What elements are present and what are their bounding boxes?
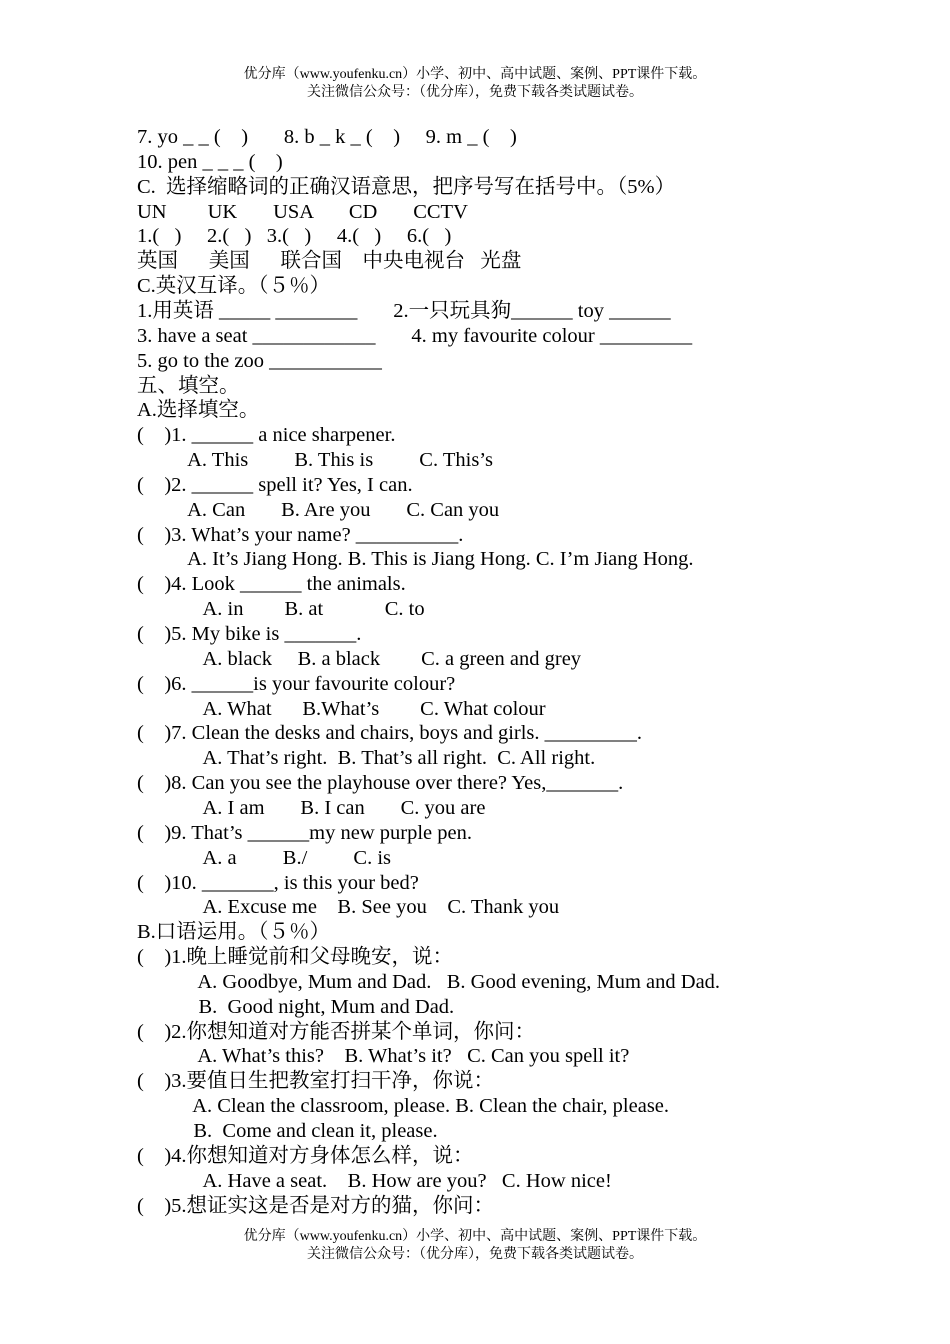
worksheet-line: A. What B.What’s C. What colour	[137, 697, 546, 720]
header-line-2: 关注微信公众号：（优分库），免费下载各类试题试卷。	[307, 85, 643, 100]
footer-line-2: 关注微信公众号：（优分库），免费下载各类试题试卷。	[307, 1247, 643, 1262]
worksheet-line: A.选择填空。	[137, 399, 260, 422]
worksheet-line: 五、填空。	[137, 374, 240, 397]
worksheet-line: B. Come and clean it, please.	[137, 1120, 438, 1142]
worksheet-line: C.英汉互译。（５％）	[137, 275, 331, 298]
worksheet-line: A. Have a seat. B. How are you? C. How nice!	[137, 1169, 612, 1192]
page-header	[0, 66, 950, 102]
worksheet-line: ( )6. ______is your favourite colour?	[137, 672, 456, 695]
worksheet-line: ( )5. My bike is _______.	[137, 623, 362, 645]
worksheet-line: ( )8. Can you see the playhouse over there? Yes,_______.	[137, 772, 624, 795]
worksheet-line: A. It’s Jiang Hong. B. This is Jiang Hong. C. I’m Jiang Hong.	[137, 548, 694, 571]
worksheet-line: 英国 美国 联合国 中央电视台 光盘	[137, 250, 522, 273]
worksheet-line: ( )10. _______, is this your bed?	[137, 871, 419, 894]
worksheet-line: ( )1.晚上睡觉前和父母晚安，说：	[137, 946, 454, 969]
worksheet-line: ( )2.你想知道对方能否拼某个单词，你问：	[137, 1020, 536, 1043]
worksheet-line: ( )3.要值日生把教室打扫干净，你说：	[137, 1070, 495, 1093]
worksheet-line: ( )3. What’s your name? __________.	[137, 523, 464, 546]
worksheet-line: ( )2. ______ spell it? Yes, I can.	[137, 473, 413, 496]
worksheet-line: A. a B./ C. is	[137, 846, 391, 869]
worksheet-line: A. What’s this? B. What’s it? C. Can you spell it?	[137, 1045, 630, 1068]
header-line-1: 优分库（www.youfenku.cn）小学、初中、高中试题、案例、PPT课件下载。	[243, 67, 707, 82]
worksheet-line: ( )1. ______ a nice sharpener.	[137, 424, 396, 447]
worksheet-line: B. Good night, Mum and Dad.	[137, 995, 455, 1018]
worksheet-line: 5. go to the zoo ___________	[137, 349, 382, 372]
worksheet-line: 10. pen _ _ _ ( )	[137, 150, 283, 173]
worksheet-line: 7. yo _ _ ( ) 8. b _ k _ ( ) 9. m _ ( )	[137, 126, 517, 148]
worksheet-line: A. This B. This is C. This’s	[137, 449, 493, 472]
worksheet-line: C. 选择缩略词的正确汉语意思，把序号写在括号中。（5%）	[137, 175, 676, 198]
worksheet-line: UN UK USA CD CCTV	[137, 200, 468, 223]
worksheet-line: ( )4.你想知道对方身体怎么样，说：	[137, 1144, 474, 1167]
worksheet-line: A. Clean the classroom, please. B. Clean the chair, please.	[137, 1095, 670, 1118]
worksheet-line: 1.( ) 2.( ) 3.( ) 4.( ) 6.( )	[137, 225, 452, 248]
footer-line-1: 优分库（www.youfenku.cn）小学、初中、高中试题、案例、PPT课件下载。	[243, 1229, 707, 1244]
worksheet-line: ( )7. Clean the desks and chairs, boys and girls. _________.	[137, 722, 643, 745]
worksheet-line: 3. have a seat ____________ 4. my favourite colour _________	[137, 324, 693, 347]
worksheet-line: 1.用英语 _____ ________ 2.一只玩具狗______ toy ______	[137, 299, 671, 322]
worksheet-line: A. Excuse me B. See you C. Thank you	[137, 896, 560, 919]
worksheet-line: A. I am B. I can C. you are	[137, 796, 486, 819]
worksheet-line: A. That’s right. B. That’s all right. C. All right.	[137, 747, 596, 770]
worksheet-line: ( )4. Look ______ the animals.	[137, 573, 406, 596]
worksheet-line: ( )5.想证实这是否是对方的猫，你问：	[137, 1194, 495, 1217]
worksheet-line: A. black B. a black C. a green and grey	[137, 647, 582, 670]
worksheet-line: A. Goodbye, Mum and Dad. B. Good evening, Mum and Dad.	[137, 970, 721, 993]
worksheet-line: ( )9. That’s ______my new purple pen.	[137, 821, 472, 844]
worksheet-line: A. in B. at C. to	[137, 598, 425, 621]
worksheet-line: A. Can B. Are you C. Can you	[137, 498, 500, 521]
worksheet-line: B.口语运用。（５％）	[137, 921, 331, 944]
page-footer	[0, 1228, 950, 1264]
